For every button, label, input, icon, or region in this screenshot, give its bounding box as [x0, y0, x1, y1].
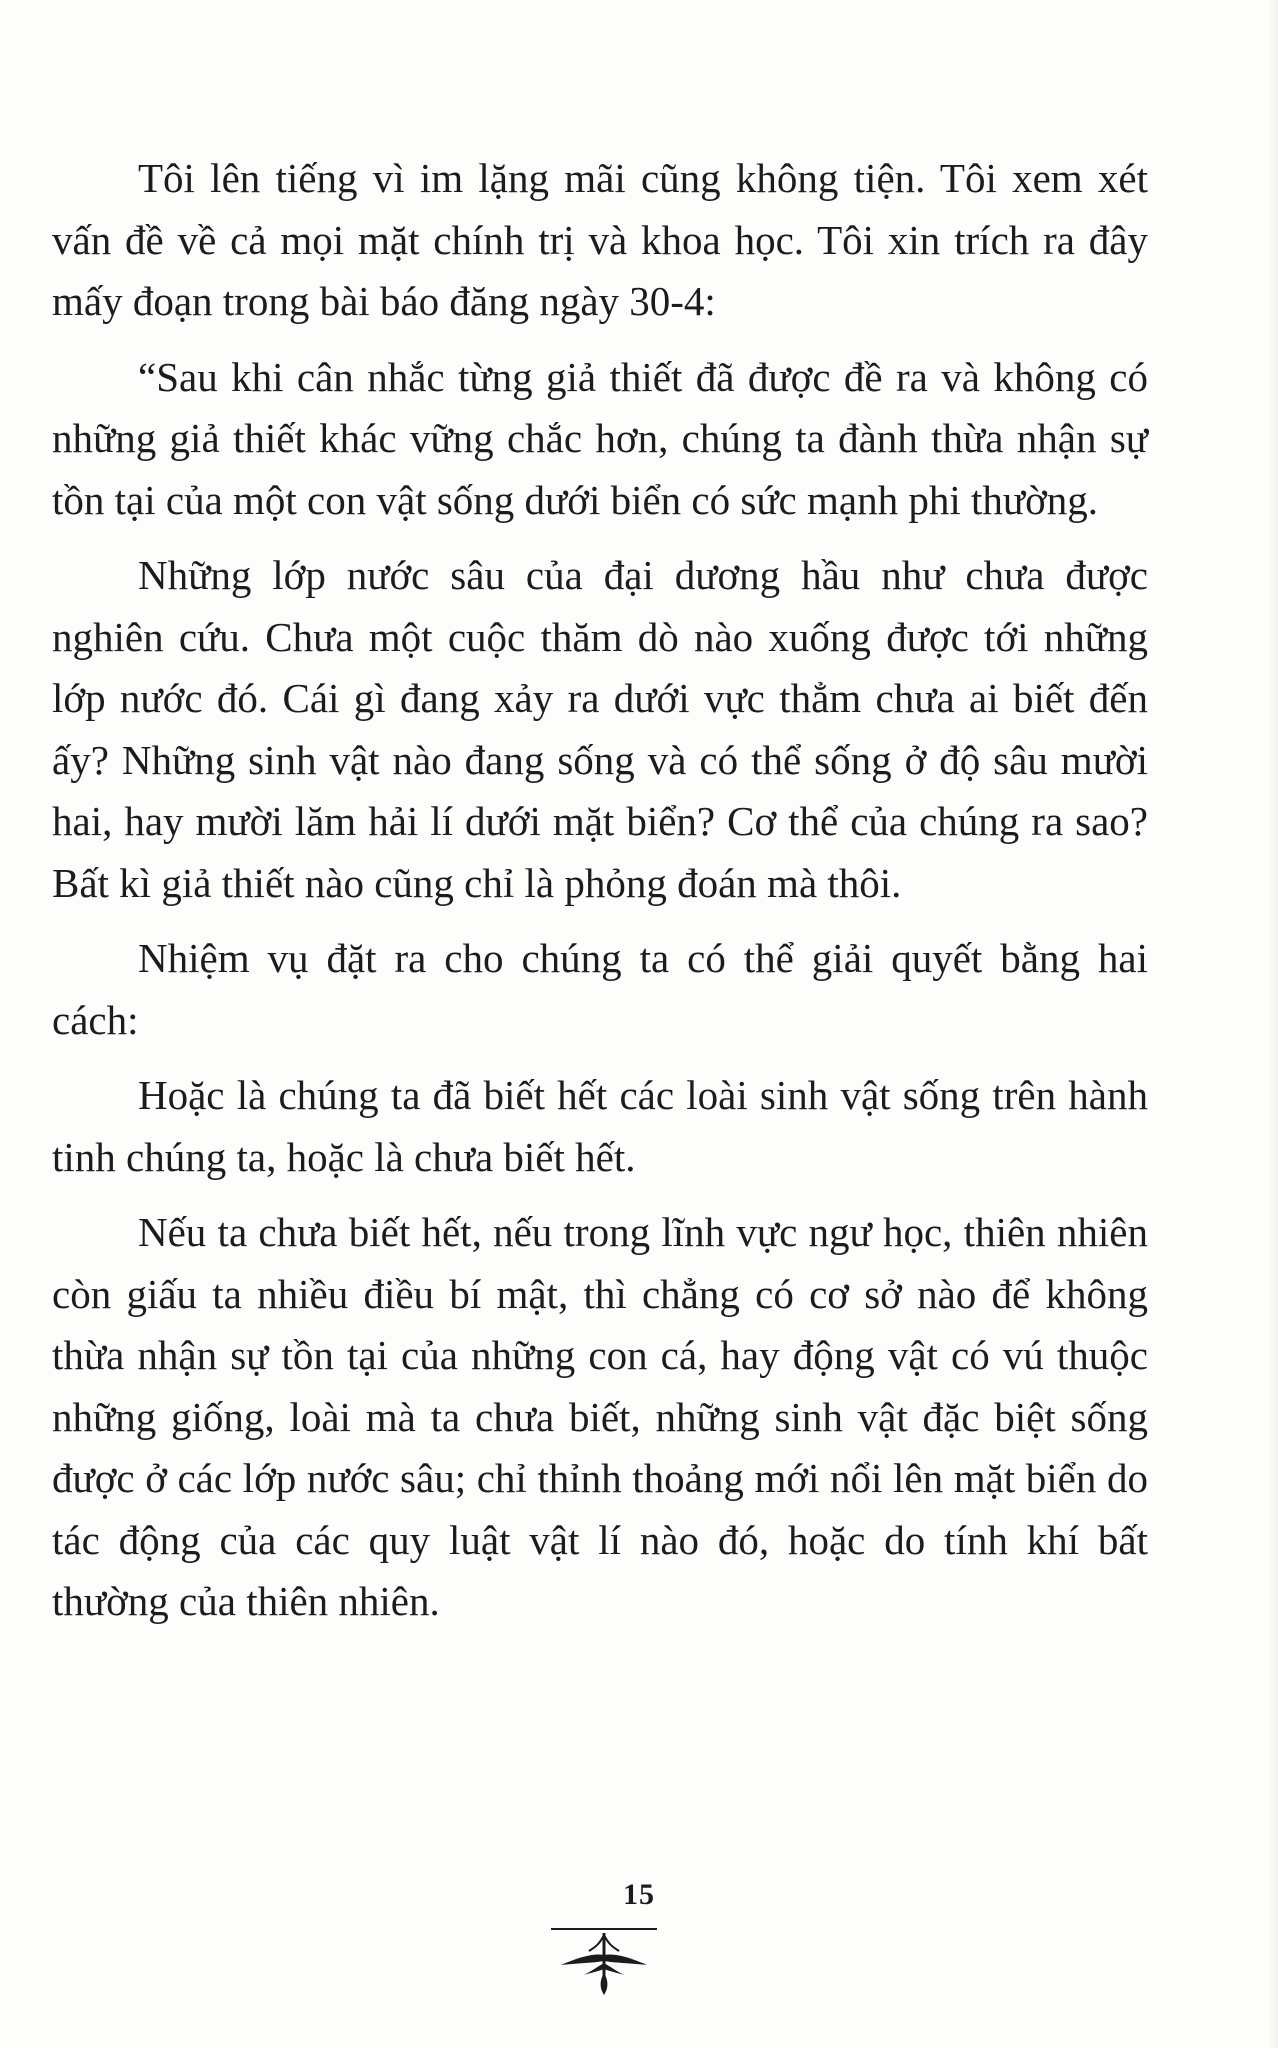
body-text — [52, 148, 1148, 1647]
paragraph-6: Nếu ta chưa biết hết, nếu trong lĩnh vực ngư học, thiên nhiên còn giấu ta nhiều điều bí mật, thì chẳng có cơ sở nào để không thừa nhận sự tồn tại của những con cá, hay động vật có vú thuộc những giống, loài mà ta chưa biết, những sinh vật đặc biệt sống được ở các lớp nước sâu; chỉ thỉnh thoảng mới nổi lên mặt biển do tác động của các quy luật vật lí nào đó, hoặc do tính khí bất thường của thiên nhiên. — [52, 1209, 1148, 1624]
page-number: 15 — [623, 1878, 655, 1911]
paragraph-2: “Sau khi cân nhắc từng giả thiết đã được đề ra và không có những giả thiết khác vững chắc hơn, chúng ta đành thừa nhận sự tồn tại của một con vật sống dưới biển có sức mạnh phi thường. — [52, 353, 1148, 523]
paragraph-3: Những lớp nước sâu của đại dương hầu như chưa được nghiên cứu. Chưa một cuộc thăm dò nào xuống được tới những lớp nước đó. Cái gì đang xảy ra dưới vực thẳm chưa ai biết đến ấy? Những sinh vật nào đang sống và có thể sống ở độ sâu mười hai, hay mười lăm hải lí dưới mặt biển? Cơ thể của chúng ra sao? Bất kì giả thiết nào cũng chỉ là phỏng đoán mà thôi. — [52, 552, 1148, 906]
paragraph-1: Tôi lên tiếng vì im lặng mãi cũng không tiện. Tôi xem xét vấn đề về cả mọi mặt chính trị và khoa học. Tôi xin trích ra đây mấy đoạn trong bài báo đăng ngày 30-4: — [52, 155, 1148, 324]
paragraph-4: Nhiệm vụ đặt ra cho chúng ta có thể giải quyết bằng hai cách: — [52, 935, 1148, 1043]
paragraph-5: Hoặc là chúng ta đã biết hết các loài sinh vật sống trên hành tinh chúng ta, hoặc là chưa biết hết. — [52, 1072, 1148, 1180]
fleuron-ornament-icon — [549, 1925, 659, 1997]
page-edge-shadow — [1268, 0, 1278, 2048]
